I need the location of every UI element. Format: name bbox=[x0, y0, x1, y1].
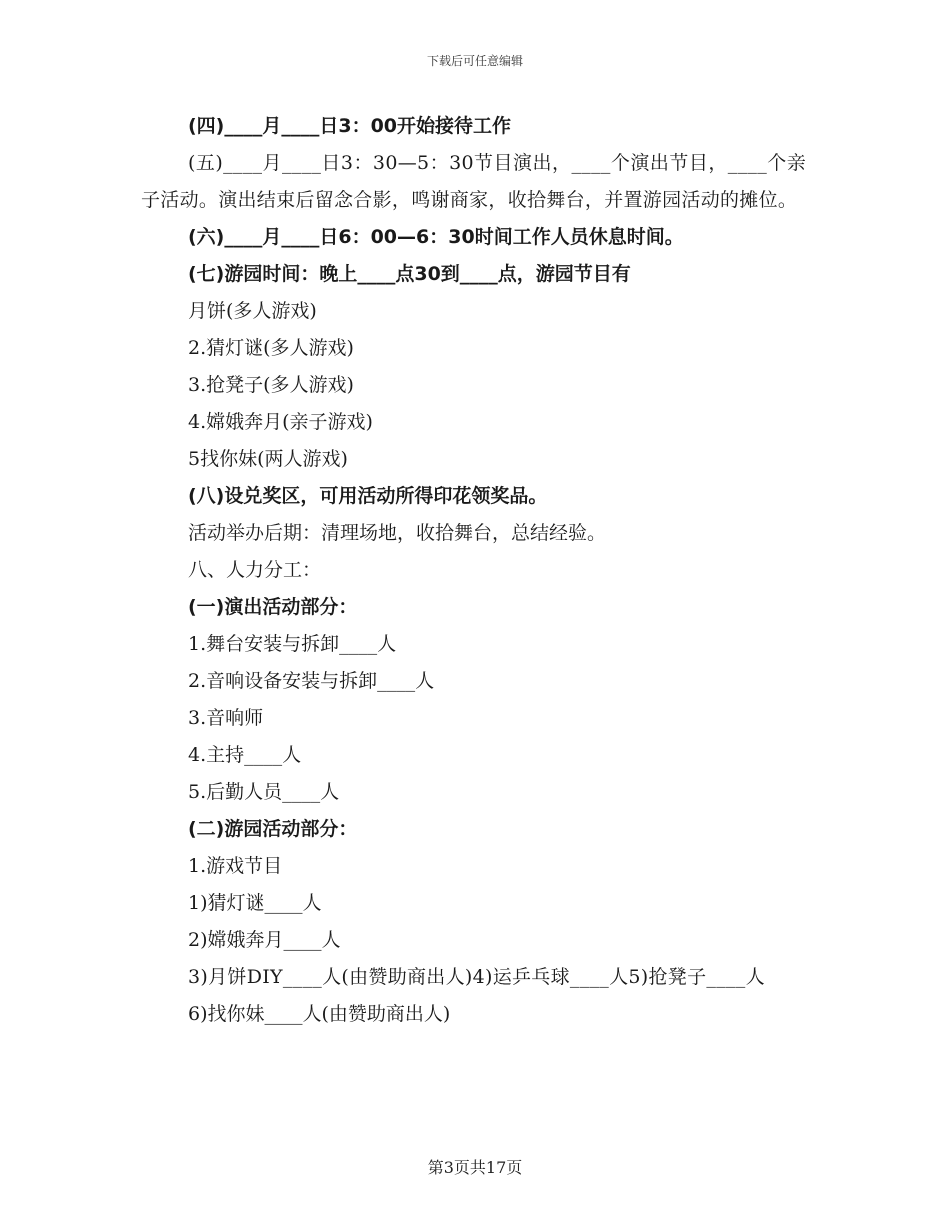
subsection-garden: (二)游园活动部分： bbox=[188, 818, 358, 840]
game-item-mooncake: 月饼(多人游戏) bbox=[188, 300, 317, 322]
section-5-performance: (五)____月____日3：30—5：30节目演出，____个演出节目，____个亲子活动。演出结束后留念合影，鸣谢商家，收拾舞台，并置游园活动的摊位。 bbox=[141, 152, 806, 211]
garden-item-games: 1.游戏节目 bbox=[188, 855, 283, 877]
staff-item-audio-setup: 2.音响设备安装与拆卸____人 bbox=[188, 670, 435, 692]
staff-item-stage: 1.舞台安装与拆卸____人 bbox=[188, 633, 397, 655]
staff-item-logistics: 5.后勤人员____人 bbox=[188, 781, 340, 803]
garden-item-mooncake-diy: 3)月饼DIY____人(由赞助商出人)4)运乒乓球____人5)抢凳子____人 bbox=[188, 966, 765, 988]
staff-item-sound-engineer: 3.音响师 bbox=[188, 707, 264, 729]
staff-item-host: 4.主持____人 bbox=[188, 744, 302, 766]
section-8-prize-area: (八)设兑奖区，可用活动所得印花领奖品。 bbox=[188, 485, 548, 507]
section-heading-staffing: 八、人力分工： bbox=[188, 559, 322, 581]
subsection-performance: (一)演出活动部分： bbox=[188, 596, 358, 618]
game-item-change: 4.嫦娥奔月(亲子游戏) bbox=[188, 411, 373, 433]
garden-item-change: 2)嫦娥奔月____人 bbox=[188, 929, 341, 951]
post-event-text: 活动举办后期：清理场地，收拾舞台，总结经验。 bbox=[188, 522, 607, 544]
game-item-chairs: 3.抢凳子(多人游戏) bbox=[188, 374, 354, 396]
game-item-find: 5找你妹(两人游戏) bbox=[188, 448, 348, 470]
section-6-rest-time: (六)____月____日6：00—6：30时间工作人员休息时间。 bbox=[188, 226, 684, 248]
section-7-garden-time: (七)游园时间：晚上____点30到____点，游园节目有 bbox=[188, 263, 631, 285]
game-item-riddles: 2.猜灯谜(多人游戏) bbox=[188, 337, 354, 359]
page-header: 下载后可任意编辑 bbox=[426, 54, 523, 68]
section-4-start-time: (四)____月____日3：00开始接待工作 bbox=[188, 115, 512, 137]
page-number: 第3页共17页 bbox=[427, 1158, 523, 1177]
garden-item-riddles: 1)猜灯谜____人 bbox=[188, 892, 322, 914]
garden-item-find: 6)找你妹____人(由赞助商出人) bbox=[188, 1003, 451, 1025]
document-body bbox=[141, 108, 806, 1033]
